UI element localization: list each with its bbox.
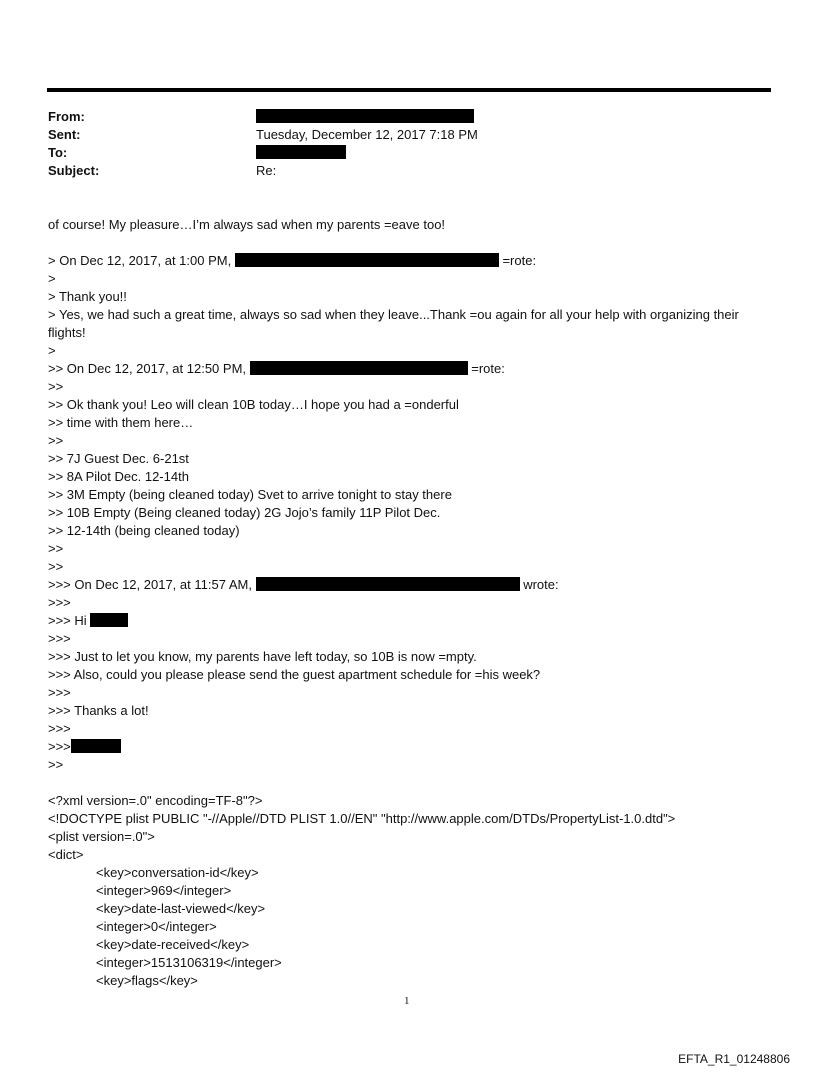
body-line: >> 8A Pilot Dec. 12-14th <box>48 469 189 484</box>
header-rule <box>47 88 771 92</box>
body-line: > <box>48 343 56 358</box>
from-label: From: <box>48 109 85 124</box>
body-line: >> <box>48 541 64 556</box>
body-line: >> <box>48 433 64 448</box>
body-line: > <box>48 271 56 286</box>
xml-line: <?xml version=.0" encoding=TF-8"?> <box>48 793 263 808</box>
quote-header-2: >> On Dec 12, 2017, at 12:50 PM, =rote: <box>48 361 505 376</box>
subject-label: Subject: <box>48 163 100 178</box>
redaction <box>90 613 128 627</box>
xml-line: <integer>0</integer> <box>96 919 217 934</box>
redaction <box>256 145 346 159</box>
body-line: >>> <box>48 685 71 700</box>
xml-line: <!DOCTYPE plist PUBLIC "-//Apple//DTD PLIST 1.0//EN" "http://www.apple.com/DTDs/PropertyList-1.0.dtd"> <box>48 811 676 826</box>
signature-line: >>> <box>48 738 121 756</box>
body-line: > Yes, we had such a great time, always so sad when they leave...Thank =ou again for all your help with organizing their flights! <box>48 307 739 340</box>
subject-value: Re: <box>256 163 277 178</box>
body-line: >>> Just to let you know, my parents have left today, so 10B is now =mpty. <box>48 649 477 664</box>
body-line: >>> Also, could you please please send the guest apartment schedule for =his week? <box>48 667 541 682</box>
body-line: > Thank you!! <box>48 289 127 304</box>
quote-header-1: > On Dec 12, 2017, at 1:00 PM, =rote: <box>48 253 537 268</box>
sent-value: Tuesday, December 12, 2017 7:18 PM <box>256 127 478 142</box>
from-value <box>256 108 474 126</box>
body-line: >> <box>48 757 64 772</box>
redaction <box>235 253 499 267</box>
body-line: >>> <box>48 721 71 736</box>
redaction <box>250 361 468 375</box>
document-id: EFTA_R1_01248806 <box>678 1052 790 1066</box>
xml-line: <key>conversation-id</key> <box>96 865 259 880</box>
to-label: To: <box>48 145 68 160</box>
body-line: of course! My pleasure…I’m always sad when my parents =eave too! <box>48 217 446 232</box>
body-line: >> time with them here… <box>48 415 194 430</box>
body-line: >> 12-14th (being cleaned today) <box>48 523 240 538</box>
xml-line: <key>flags</key> <box>96 973 198 988</box>
redaction <box>71 739 121 753</box>
body-line: >> 7J Guest Dec. 6-21st <box>48 451 189 466</box>
page-number: 1 <box>404 995 410 1007</box>
body-line: >>> <box>48 631 71 646</box>
body-line: >> 10B Empty (Being cleaned today) 2G Jojo’s family 11P Pilot Dec. <box>48 505 441 520</box>
body-line: >> <box>48 379 64 394</box>
body-line: >> Ok thank you! Leo will clean 10B today…I hope you had a =onderful <box>48 397 459 412</box>
xml-line: <plist version=.0"> <box>48 829 155 844</box>
sent-label: Sent: <box>48 127 81 142</box>
greeting-line: >>> Hi <box>48 612 128 630</box>
body-line: >> <box>48 559 64 574</box>
to-value <box>256 144 346 162</box>
quote-header-3: >>> On Dec 12, 2017, at 11:57 AM, wrote: <box>48 577 559 592</box>
redaction <box>256 577 520 591</box>
body-line: >>> <box>48 595 71 610</box>
xml-line: <integer>969</integer> <box>96 883 232 898</box>
body-line: >>> Thanks a lot! <box>48 703 149 718</box>
redaction <box>256 109 474 123</box>
xml-line: <key>date-received</key> <box>96 937 250 952</box>
body-line: >> 3M Empty (being cleaned today) Svet to arrive tonight to stay there <box>48 487 452 502</box>
xml-line: <key>date-last-viewed</key> <box>96 901 266 916</box>
xml-line: <integer>1513106319</integer> <box>96 955 282 970</box>
xml-line: <dict> <box>48 847 84 862</box>
